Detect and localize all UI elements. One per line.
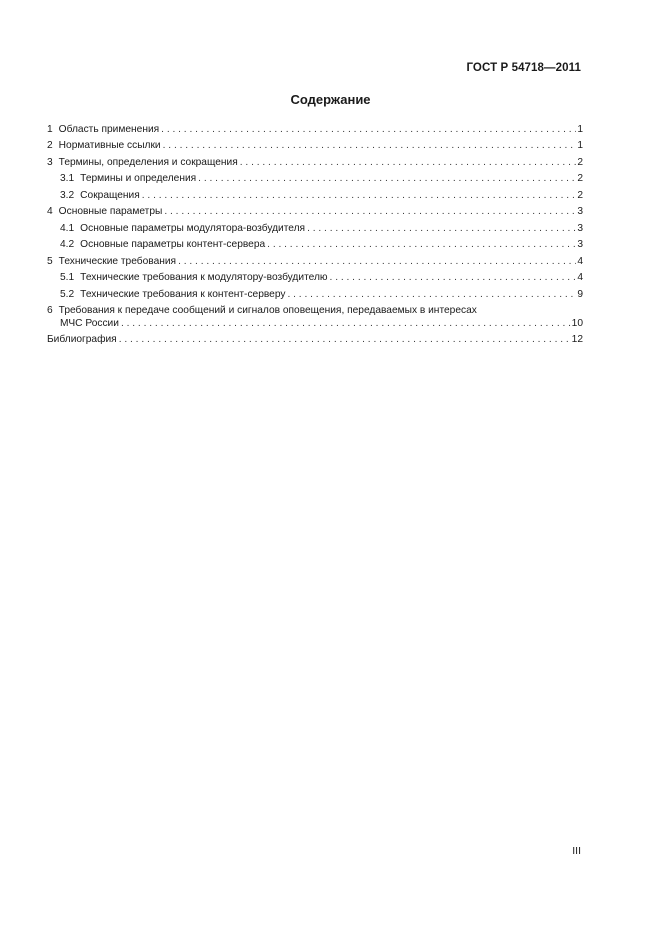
toc-entry-5-2[interactable]	[47, 284, 583, 301]
toc-entry-3[interactable]	[47, 152, 583, 169]
toc-entry-number: 1	[47, 123, 53, 135]
toc-entry-3-2[interactable]	[47, 185, 583, 202]
toc-entry-label: Термины и определения	[80, 173, 197, 184]
toc-title: Содержание	[290, 92, 371, 107]
toc-entry-number: 5	[47, 255, 53, 267]
toc-leader-dots	[198, 172, 576, 185]
toc-entry-6[interactable]	[47, 301, 583, 330]
toc-entry-page: 4	[577, 255, 583, 267]
toc-entry-label: Основные параметры	[58, 206, 163, 217]
toc-entry-label: Технические требования к модулятору-возбудителю	[80, 272, 328, 283]
toc-entry-page: 3	[577, 206, 583, 217]
toc-entry-label: Нормативные ссылки	[58, 140, 161, 151]
toc-entry-number: 3.1	[60, 173, 75, 184]
toc-entry-page: 10	[571, 317, 583, 329]
toc-leader-dots	[142, 189, 577, 202]
page-number: III	[572, 845, 581, 857]
toc-entry-4-1[interactable]	[47, 218, 583, 235]
toc-leader-dots	[287, 288, 576, 301]
toc-entry-number: 5.1	[60, 272, 75, 283]
toc-entry-2[interactable]	[47, 136, 583, 153]
toc-entry-page: 3	[577, 239, 583, 250]
toc-entry-label: Основные параметры контент-сервера	[80, 239, 266, 250]
toc-entry-number: 3	[47, 156, 53, 168]
toc-entry-page: 4	[577, 272, 583, 283]
toc-entry-label: Технические требования	[58, 255, 177, 267]
toc-entry-5[interactable]	[47, 251, 583, 268]
toc-entry-page: 2	[577, 173, 583, 184]
toc-entry-number: 5.2	[60, 288, 75, 300]
toc-leader-dots	[178, 255, 576, 268]
toc-leader-dots	[121, 317, 571, 330]
toc-entry-1[interactable]	[47, 119, 583, 136]
toc-entry-page: 2	[577, 189, 583, 201]
toc-entry-first-line	[47, 301, 583, 317]
toc-entry-page: 9	[577, 288, 583, 300]
document-code: ГОСТ Р 54718—2011	[466, 62, 581, 74]
toc-leader-dots	[161, 123, 576, 136]
toc-leader-dots	[307, 222, 576, 235]
toc-entry-label: Основные параметры модулятора-возбудителя	[80, 222, 306, 234]
table-of-contents	[47, 119, 583, 346]
toc-leader-dots	[330, 271, 577, 284]
toc-entry-label: Библиография	[47, 334, 117, 345]
toc-entry-4-2[interactable]	[47, 235, 583, 252]
toc-entry-page: 1	[577, 123, 583, 135]
toc-leader-dots	[267, 238, 576, 251]
toc-entry-4[interactable]	[47, 202, 583, 219]
toc-entry-continuation	[47, 317, 583, 330]
toc-entry-number: 2	[47, 140, 53, 151]
toc-entry-bibliography[interactable]	[47, 330, 583, 347]
toc-leader-dots	[119, 333, 571, 346]
toc-entry-label: Технические требования к контент-серверу	[80, 288, 286, 300]
toc-entry-label: Область применения	[58, 123, 160, 135]
toc-entry-label: Сокращения	[80, 189, 140, 201]
toc-entry-page: 3	[577, 222, 583, 234]
toc-entry-label: Термины, определения и сокращения	[58, 156, 238, 168]
toc-entry-number: 4.1	[60, 222, 75, 234]
toc-entry-3-1[interactable]	[47, 169, 583, 186]
toc-entry-5-1[interactable]	[47, 268, 583, 285]
toc-entry-label-cont: МЧС России	[60, 317, 119, 329]
toc-leader-dots	[163, 139, 577, 152]
toc-leader-dots	[240, 156, 577, 169]
toc-leader-dots	[164, 205, 576, 218]
toc-entry-page: 1	[577, 140, 583, 151]
toc-entry-label: Требования к передаче сообщений и сигналов оповещения, передаваемых в интересах	[58, 304, 477, 316]
toc-entry-number: 3.2	[60, 189, 75, 201]
toc-entry-page: 2	[577, 156, 583, 168]
toc-entry-page: 12	[571, 334, 583, 345]
toc-entry-number: 4.2	[60, 239, 75, 250]
toc-entry-number: 4	[47, 206, 53, 217]
toc-entry-number: 6	[47, 304, 53, 316]
